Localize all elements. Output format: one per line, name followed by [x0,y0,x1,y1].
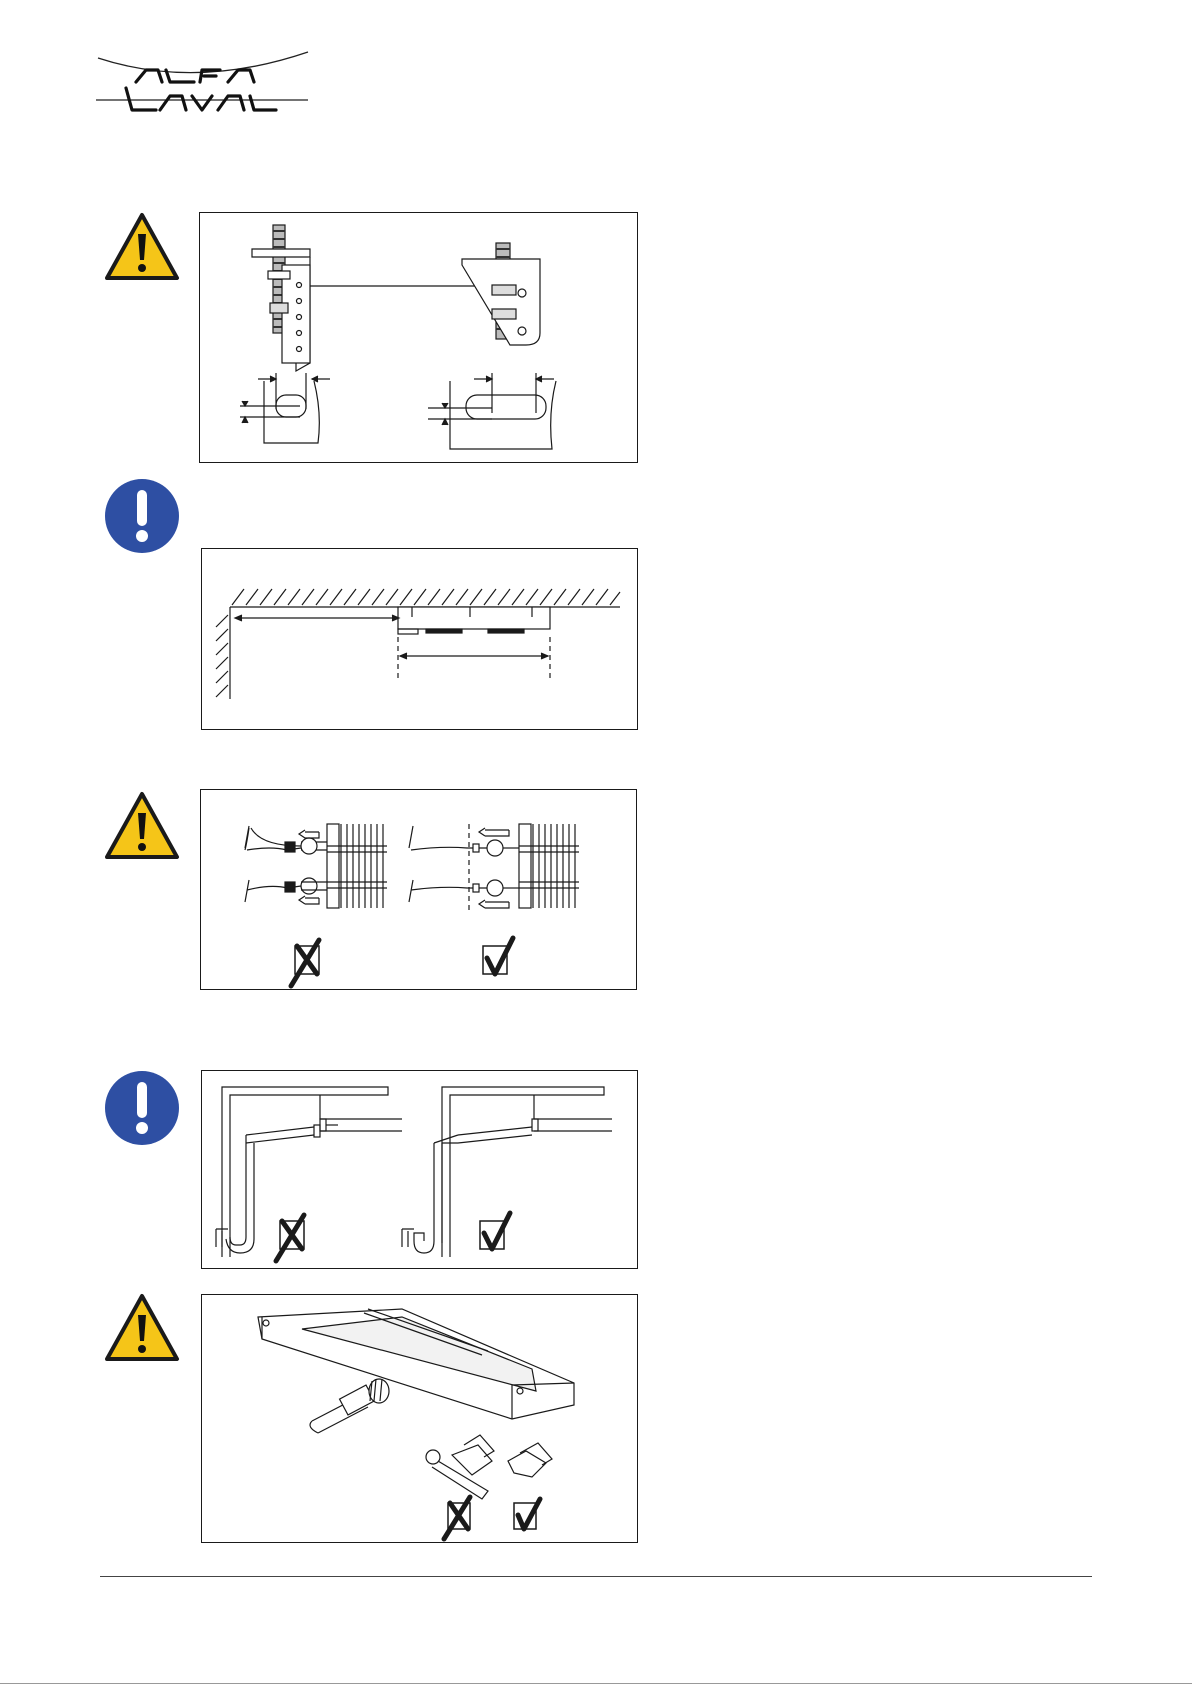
warning-icon [104,791,180,863]
incorrect-mark [291,940,319,986]
figure-ceiling-clearance [201,548,638,730]
warning-icon [104,212,180,284]
correct-mark [480,1213,510,1249]
mandatory-icon [104,1070,180,1142]
correct-mark [514,1499,540,1529]
warning-icon [104,1293,180,1365]
figure-drain-trap [201,1070,638,1269]
alfa-laval-logo [96,50,316,120]
mandatory-icon [104,478,180,550]
figure-pipe-connection [200,789,637,990]
incorrect-mark [276,1215,304,1261]
incorrect-mark [444,1497,470,1539]
correct-mark [483,938,513,974]
footer-divider [100,1576,1092,1577]
page-bottom-edge [0,1683,1192,1684]
figure-bracket-dimensions [199,212,638,463]
figure-drip-tray-connection [201,1294,638,1543]
brand-name [196,250,197,251]
